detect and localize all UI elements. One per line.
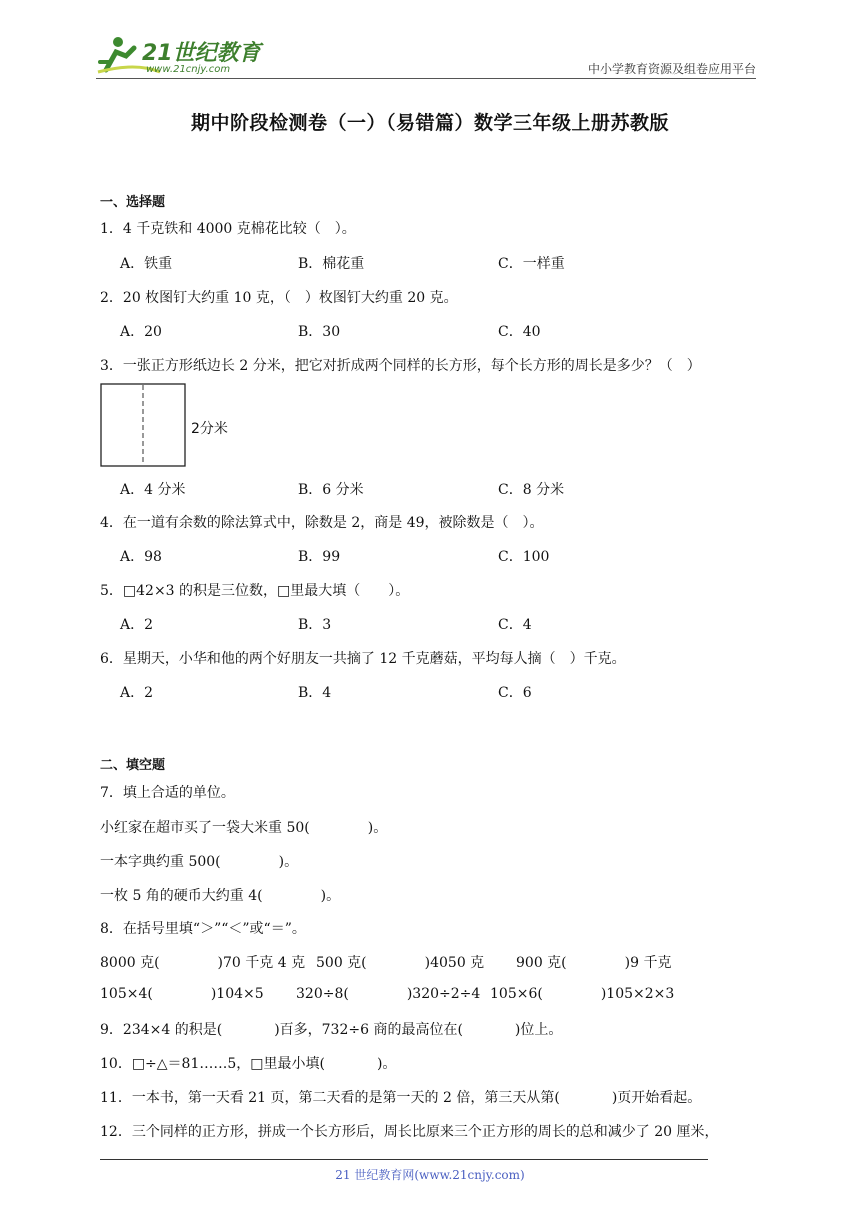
- question-10: [100, 1053, 396, 1073]
- q6-option-a: A．2: [120, 685, 154, 701]
- q8-r1-f: )9 千克: [624, 955, 672, 971]
- q9-text-c: )位上。: [514, 1022, 563, 1038]
- section-heading-fill: 二、填空题: [100, 758, 166, 773]
- q5-option-c: C．4: [498, 617, 532, 633]
- q8-row-1: [100, 952, 305, 972]
- q8-r1-b: )70 千克 4 克: [217, 955, 306, 971]
- q4-option-b: B．99: [298, 549, 341, 565]
- question-1: 1．4 千克铁和 4000 克棉花比较（ ）。: [100, 221, 356, 237]
- q8-r2-f: )105×2×3: [600, 986, 675, 1002]
- question-3: 3．一张正方形纸边长 2 分米，把它对折成两个同样的长方形，每个长方形的周长是多少？（ ）: [100, 358, 701, 374]
- q5-option-a: A．2: [120, 617, 154, 633]
- question-5: 5．□42×3 的积是三位数，□里最大填（ ）。: [100, 583, 410, 599]
- q8-r1-a: 8000 克(: [100, 955, 160, 971]
- footer-divider: [100, 1159, 708, 1160]
- q8-r2-a: 105×4(: [100, 986, 153, 1002]
- q11-text-b: )页开始看起。: [611, 1090, 702, 1106]
- q5-option-b: B．3: [298, 617, 332, 633]
- q2-option-a: A．20: [120, 324, 162, 340]
- q8-r1-d: )4050 克: [424, 955, 485, 971]
- q9-text-b: )百多，732÷6 商的最高位在(: [274, 1022, 463, 1038]
- q8-row-2b: [296, 986, 480, 1002]
- q7-coin-close: )。: [320, 888, 341, 904]
- logo-text: 21世纪教育: [142, 41, 261, 66]
- q4-option-a: A．98: [120, 549, 162, 565]
- platform-name: 中小学教育资源及组卷应用平台: [587, 62, 756, 76]
- q8-row-2c: [490, 986, 674, 1002]
- q4-option-c: C．100: [498, 549, 550, 565]
- section-heading-choice: 一、选择题: [100, 195, 166, 210]
- logo-subtext: www.21cnjy.com: [146, 64, 231, 75]
- q8-row-1b: [316, 952, 484, 972]
- question-11: [100, 1087, 701, 1107]
- q7-line-rice: [100, 817, 387, 837]
- q2-option-b: B．30: [298, 324, 341, 340]
- q7-coin-text: 一枚 5 角的硬币大约重 4(: [100, 888, 263, 904]
- q8-r1-c: 500 克(: [316, 955, 367, 971]
- q7-dictionary-text: 一本字典约重 500(: [100, 854, 221, 870]
- square-diagram: [100, 383, 186, 467]
- q8-r2-b: )104×5: [210, 986, 264, 1002]
- q8-r2-e: 105×6(: [490, 986, 543, 1002]
- q7-rice-close: )。: [367, 820, 388, 836]
- q10-text-b: )。: [376, 1056, 397, 1072]
- q6-option-c: C．6: [498, 685, 532, 701]
- q8-r1-e: 900 克(: [516, 955, 567, 971]
- header-divider: [96, 78, 756, 79]
- q6-option-b: B．4: [298, 685, 332, 701]
- q3-option-b: B．6 分米: [298, 482, 364, 498]
- q1-option-b: B．棉花重: [298, 256, 365, 272]
- q3-option-c: C．8 分米: [498, 482, 565, 498]
- site-logo: [96, 32, 266, 80]
- q11-text-a: 11．一本书，第一天看 21 页，第二天看的是第一天的 2 倍，第三天从第(: [100, 1090, 560, 1106]
- q9-text-a: 9．234×4 的积是(: [100, 1022, 223, 1038]
- q7-rice-text: 小红家在超市买了一袋大米重 50(: [100, 820, 310, 836]
- q7-line-coin: [100, 885, 340, 905]
- q8-row-2: [100, 986, 264, 1002]
- figure-side-label: 2分米: [191, 421, 228, 437]
- q1-option-c: C．一样重: [498, 256, 565, 272]
- q8-row-1c: [516, 952, 671, 972]
- q8-r2-c: 320÷8(: [296, 986, 349, 1002]
- q10-text-a: 10．□÷△＝81……5，□里最小填(: [100, 1056, 325, 1072]
- q1-option-a: A．铁重: [120, 256, 173, 272]
- q2-option-c: C．40: [498, 324, 541, 340]
- footer-link[interactable]: 21 世纪教育网(www.21cnjy.com): [335, 1168, 525, 1182]
- q7-line-dictionary: [100, 851, 298, 871]
- folded-square-figure: [100, 383, 186, 467]
- question-2: 2．20 枚图钉大约重 10 克，（ ）枚图钉大约重 20 克。: [100, 290, 458, 306]
- page-title: 期中阶段检测卷（一）（易错篇）数学三年级上册苏教版: [190, 112, 669, 134]
- q8-r2-d: )320÷2÷4: [406, 986, 481, 1002]
- question-6: 6．星期天，小华和他的两个好朋友一共摘了 12 千克蘑菇，平均每人摘（ ）千克。: [100, 651, 626, 667]
- question-12: 12．三个同样的正方形，拼成一个长方形后，周长比原来三个正方形的周长的总和减少了 20 厘米，: [100, 1124, 719, 1140]
- question-9: [100, 1019, 562, 1039]
- question-8: 8．在括号里填“＞”“＜”或“＝”。: [100, 921, 306, 937]
- question-7: 7．填上合适的单位。: [100, 785, 235, 801]
- q7-dictionary-close: )。: [278, 854, 299, 870]
- question-4: 4．在一道有余数的除法算式中，除数是 2，商是 49，被除数是（ ）。: [100, 515, 544, 531]
- q3-option-a: A．4 分米: [120, 482, 186, 498]
